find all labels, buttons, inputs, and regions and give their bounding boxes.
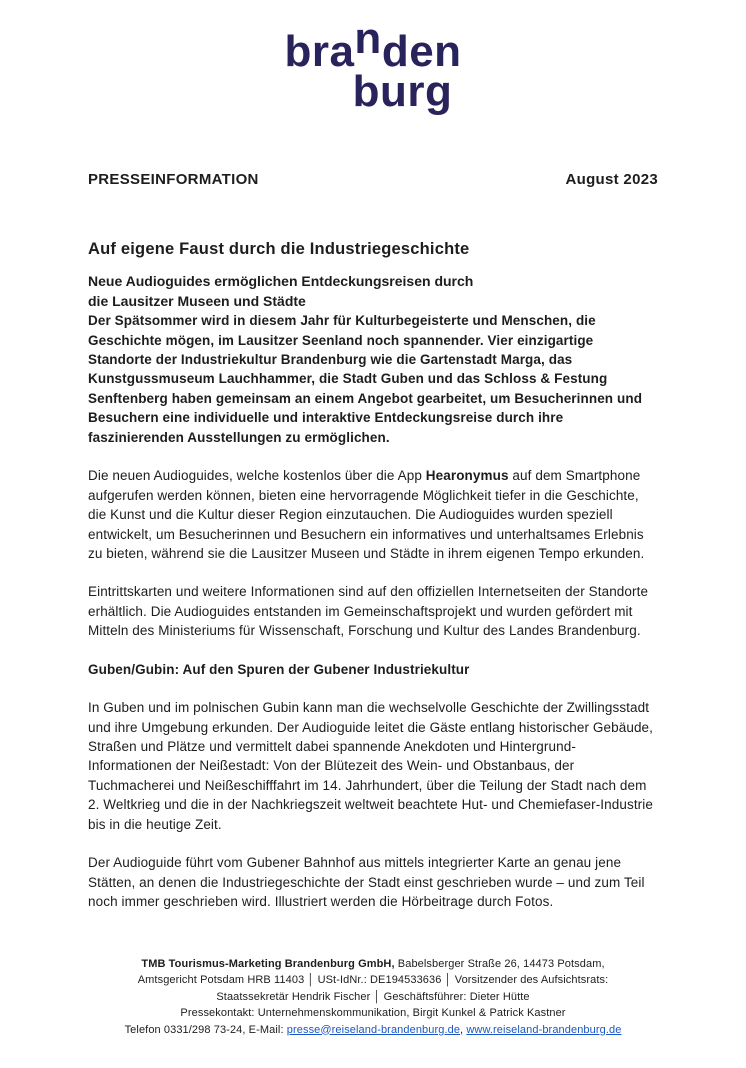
article-body (88, 311, 658, 911)
page-footer (88, 956, 658, 1039)
section-heading-guben: Guben/Gubin: Auf den Spuren der Gubener Industriekultur (88, 661, 470, 677)
footer-line-registry: Amtsgericht Potsdam HRB 11403 │ USt-IdNr.: DE194533636 │ Vorsitzender des Aufsichtsrats: (137, 974, 609, 986)
footer-line-phone-email (88, 1022, 658, 1039)
brandenburg-logo (284, 13, 462, 117)
article-subtitle (88, 272, 658, 311)
footer-separator: , (460, 1023, 467, 1036)
footer-line-presscontact: Pressekontakt: Unternehmenskommunikation, Birgit Kunkel & Patrick Kastner (180, 1007, 566, 1019)
logo-raised-n: n (354, 13, 382, 63)
app-name-hearonymus: Hearonymus (425, 468, 509, 484)
footer-phone-label: Telefon 0331/298 73-24, E-Mail: (124, 1023, 287, 1036)
logo-line-1 (284, 13, 462, 76)
footer-email-link[interactable]: presse@reiseland-brandenburg.de (286, 1023, 461, 1036)
press-info-label: PRESSEINFORMATION (88, 170, 259, 188)
paragraph-guben-history: In Guben und im polnischen Gubin kann man die wechselvolle Geschichte der Zwillingsstadt und ihre Umgebung erkunden. Der Audioguide leitet die Gäste entlang historischer Gebäude, Straßen und Plätze und vermittelt dabei spannende Anekdoten und Hintergrund-Informationen der Neißestadt: Von der Blütezeit des Wein- und Obstanbaus, der Tuchmacherei und Neißeschifffahrt im 14. Jahrhundert, über die Teilung der Stadt nach dem 2. Weltkrieg und die in der Nachkriegszeit weltweit beachtete Hut- und Chemiefaser-Industrie bis in die heutige Zeit. (88, 700, 654, 832)
logo-line-2 (352, 67, 462, 117)
press-date: August 2023 (565, 170, 658, 188)
paragraph-audioguides (88, 466, 658, 563)
lead-paragraph: Der Spätsommer wird in diesem Jahr für Kulturbegeisterte und Menschen, die Geschichte mögen, im Lausitzer Seenland noch spannender. Vier einzigartige Standorte der Industriekultur Brandenburg wie die Gartenstadt Marga, das Kunstgussmuseum Lauchhammer, die Stadt Guben und das Schloss & Festung Senftenberg haben gemeinsam an einem Angebot gearbeitet, um Besucherinnen und Besuchern eine individuelle und interaktive Entdeckungsreise durch ihre faszinierenden Ausstellungen zu ermöglichen. (88, 313, 643, 445)
footer-company-name: TMB Tourismus-Marketing Brandenburg GmbH, (141, 957, 395, 970)
footer-company-address: Babelsberger Straße 26, 14473 Potsdam, (394, 957, 605, 970)
article-subtitle-line-1: Neue Audioguides ermöglichen Entdeckungsreisen durch (88, 272, 474, 289)
article-subtitle-line-2: die Lausitzer Museen und Städte (88, 292, 306, 309)
paragraph-guben-route: Der Audioguide führt vom Gubener Bahnhof aus mittels integrierter Karte an genau jene Stätten, an denen die Industriegeschichte der Stadt einst geschrieben wurde – und zum Teil noch immer geschrieben wird. Illustriert werden die Hörbeitrage durch Fotos. (88, 855, 645, 910)
logo-text-den: den (381, 27, 462, 76)
paragraph-tickets: Eintrittskarten und weitere Informationen sind auf den offiziellen Internetseiten der Standorte erhältlich. Die Audioguides entstanden im Gemeinschaftsprojekt und wurden gefördert mit Mitteln des Ministeriums für Wissenschaft, Forschung und Kultur des Landes Brandenburg. (88, 584, 649, 639)
logo-text-bra: bra (284, 27, 355, 76)
logo-text-burg: burg (352, 67, 453, 117)
footer-line-company (88, 956, 658, 973)
footer-line-management: Staatssekretär Hendrik Fischer │ Geschäftsführer: Dieter Hütte (216, 990, 530, 1003)
press-header (88, 171, 658, 188)
paragraph-audioguides-post: auf dem Smartphone aufgerufen werden können, bieten eine hervorragende Möglichkeit tiefer in die Geschichte, die Kunst und die Kultur dieser Region einzutauchen. Die Audioguides wurden speziell entwickelt, um Besucherinnen und Besuchern ein informatives und unterhaltsames Erlebnis zu bieten, während sie die Lausitzer Museen und Städte in ihrem eigenen Tempo erkunden. (88, 468, 645, 561)
article-title: Auf eigene Faust durch die Industriegeschichte (88, 239, 470, 258)
paragraph-audioguides-pre: Die neuen Audioguides, welche kostenlos über die App (88, 468, 426, 484)
footer-website-link[interactable]: www.reiseland-brandenburg.de (466, 1023, 622, 1036)
